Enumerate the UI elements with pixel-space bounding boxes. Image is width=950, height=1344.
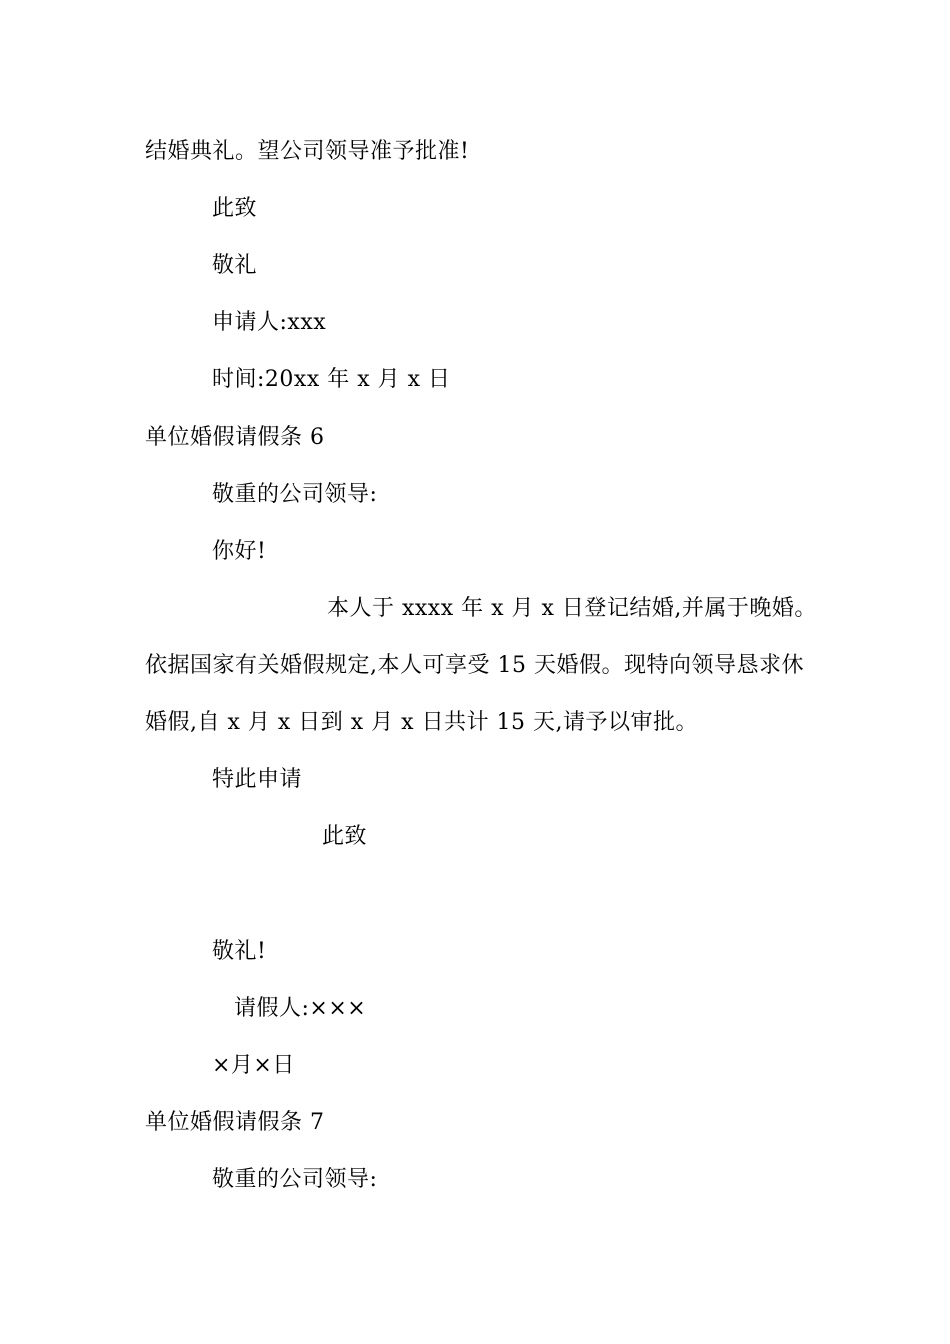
text-line-10: 依据国家有关婚假规定,本人可享受 15 天婚假。现特向领导恳求休 (145, 653, 804, 678)
text-line-2: 此致 (212, 196, 258, 221)
text-line-9: 本人于 xxxx 年 x 月 x 日登记结婚,并属于晚婚。 (327, 596, 817, 621)
text-line-13: 此致 (322, 824, 368, 849)
section-heading-6: 单位婚假请假条 6 (145, 425, 325, 450)
text-line-7: 敬重的公司领导: (212, 482, 378, 507)
section-heading-7: 单位婚假请假条 7 (145, 1110, 325, 1135)
text-line-1: 结婚典礼。望公司领导准予批准! (145, 139, 470, 164)
text-line-15: 请假人:××× (234, 996, 367, 1021)
text-line-3: 敬礼 (212, 253, 258, 278)
text-line-16: ×月×日 (212, 1053, 295, 1078)
text-line-12: 特此申请 (212, 767, 303, 792)
text-line-14: 敬礼! (212, 939, 267, 964)
text-line-4: 申请人:xxx (212, 310, 327, 335)
text-line-11: 婚假,自 x 月 x 日到 x 月 x 日共计 15 天,请予以审批。 (145, 710, 699, 735)
text-line-8: 你好! (212, 539, 267, 564)
text-line-18: 敬重的公司领导: (212, 1167, 378, 1192)
text-line-5: 时间:20xx 年 x 月 x 日 (212, 367, 451, 392)
